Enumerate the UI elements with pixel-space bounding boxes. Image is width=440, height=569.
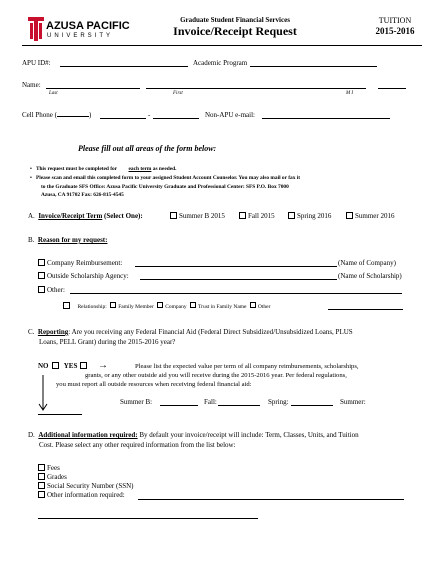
checkbox[interactable] bbox=[346, 212, 353, 219]
section-d-line1: By default your invoice/receipt will include: Term, Classes, Units, and Tuition bbox=[137, 431, 359, 439]
checkbox[interactable] bbox=[110, 302, 116, 308]
term-option-summer[interactable]: Summer 2016 bbox=[346, 212, 394, 220]
section-a bbox=[28, 212, 143, 220]
phone-dash: - bbox=[148, 111, 151, 119]
other-reason-field[interactable] bbox=[70, 293, 402, 294]
checkbox[interactable] bbox=[288, 212, 295, 219]
phone-suffix-field[interactable] bbox=[153, 118, 199, 119]
non-apu-email-label: Non-APU e-mail: bbox=[205, 111, 255, 119]
info-option-ssn[interactable]: Social Security Number (SSN) bbox=[38, 482, 134, 491]
section-c bbox=[28, 328, 353, 347]
name-last-field[interactable] bbox=[46, 88, 140, 89]
section-c-line1: : Are you receiving any Federal Financial Aid (Federal Direct Subsidized/Unsubsidized Loans, PLUS bbox=[68, 328, 353, 336]
section-b-label: Reason for my request: bbox=[37, 236, 108, 244]
other-info-field[interactable] bbox=[138, 499, 404, 500]
section-c-label: Reporting bbox=[37, 328, 69, 336]
checkbox[interactable] bbox=[38, 464, 45, 471]
bullet1-c: as needed. bbox=[152, 166, 177, 172]
no-option[interactable]: NO YES bbox=[38, 362, 89, 370]
section-d bbox=[28, 431, 359, 450]
spring-label: Spring: bbox=[268, 398, 289, 406]
last-caption: Last bbox=[49, 91, 58, 96]
reason-company[interactable]: Company Reimbursement: bbox=[38, 259, 122, 267]
fall-label: Fall: bbox=[204, 398, 217, 406]
academic-program-label: Academic Program bbox=[193, 59, 248, 67]
info-option-other[interactable]: Other information required: bbox=[38, 491, 134, 500]
name-first-field[interactable] bbox=[146, 88, 366, 89]
apu-id-label: APU ID#: bbox=[22, 59, 51, 67]
phone-prefix-field[interactable] bbox=[100, 118, 146, 119]
checkbox[interactable] bbox=[38, 259, 45, 266]
term-option-fall[interactable]: Fall 2015 bbox=[239, 212, 275, 220]
section-c-details bbox=[55, 362, 359, 389]
checkbox[interactable] bbox=[38, 491, 45, 498]
section-c-letter: C. bbox=[28, 328, 35, 336]
section-d-letter: D. bbox=[28, 431, 35, 439]
amounts-row bbox=[120, 398, 152, 406]
section-a-letter: A. bbox=[28, 212, 35, 220]
fall-amount-field[interactable] bbox=[218, 405, 260, 406]
section-b bbox=[28, 236, 107, 244]
mi-caption: M I bbox=[346, 91, 354, 96]
checkbox[interactable] bbox=[250, 302, 256, 308]
section-d-line2: Cost. Please select any other required information from the list below: bbox=[39, 440, 236, 449]
logo-name: AZUSA PACIFIC bbox=[46, 20, 130, 32]
scholarship-name-caption: (Name of Scholarship) bbox=[338, 272, 402, 280]
relationship-other-field[interactable] bbox=[328, 309, 403, 310]
checkbox[interactable] bbox=[38, 286, 45, 293]
checkbox[interactable] bbox=[38, 473, 45, 480]
bullet2-line3: Azusa, CA 91702 Fax: 626-815-4545 bbox=[41, 192, 124, 198]
checkbox[interactable] bbox=[38, 272, 45, 279]
checkbox[interactable] bbox=[157, 302, 163, 308]
relationship-label: Relationship: bbox=[77, 304, 107, 310]
details-line3: you must report all outside resources when receiving federal financial aid: bbox=[56, 381, 252, 388]
info-option-fees[interactable]: Fees bbox=[38, 464, 134, 473]
spring-amount-field[interactable] bbox=[291, 405, 333, 406]
department-name: Graduate Student Financial Services bbox=[180, 16, 290, 24]
apu-id-field[interactable] bbox=[60, 66, 188, 67]
area-code-field[interactable] bbox=[57, 116, 89, 117]
summer-b-label: Summer B: bbox=[120, 398, 153, 406]
logo bbox=[28, 17, 140, 45]
details-line2: grants, or any other outside aid you will receive during the 2015-2016 year. Per federal regulations, bbox=[85, 372, 347, 379]
page-title: Invoice/Receipt Request bbox=[173, 24, 297, 38]
section-d-label: Additional information required: bbox=[38, 431, 138, 439]
other-info-field-2[interactable] bbox=[38, 518, 258, 519]
details-line1: Please list the expected value per term of all company reimbursements, scholarships, bbox=[135, 363, 359, 370]
summer-amount-field[interactable] bbox=[38, 414, 82, 415]
cell-phone-label bbox=[22, 111, 91, 119]
cell-phone-text: Cell Phone ( bbox=[22, 111, 57, 119]
name-mi-field[interactable] bbox=[378, 88, 406, 89]
down-arrow-icon bbox=[38, 375, 48, 411]
academic-program-field[interactable] bbox=[250, 66, 377, 67]
checkbox[interactable] bbox=[38, 482, 45, 489]
tuition-label: TUITION bbox=[378, 16, 412, 25]
scholarship-name-field[interactable] bbox=[140, 279, 337, 280]
checkbox[interactable] bbox=[170, 212, 177, 219]
summer-label: Summer: bbox=[340, 398, 366, 406]
bullet1-b: each term bbox=[128, 166, 152, 172]
section-c-line2: Loans, PELL Grant) during the 2015-2016 year? bbox=[39, 337, 176, 346]
right-arrow-icon: → bbox=[98, 360, 108, 371]
logo-sub: UNIVERSITY bbox=[47, 33, 114, 39]
term-option-spring[interactable]: Spring 2016 bbox=[288, 212, 331, 220]
checkbox[interactable] bbox=[239, 212, 246, 219]
checkbox[interactable] bbox=[190, 302, 196, 308]
info-option-grades[interactable]: Grades bbox=[38, 473, 134, 482]
section-a-label: Invoice/Receipt Term bbox=[38, 212, 103, 220]
reason-other[interactable]: Other: bbox=[38, 286, 65, 294]
first-caption: First bbox=[173, 91, 183, 96]
bullet2-line1: Please scan and email this completed form to your assigned Student Account Counselor. You may also mail or fax it bbox=[35, 175, 301, 181]
relationship-row: Relationship: Family Member Company Trust in Family Name Other bbox=[63, 302, 270, 310]
name-label: Name: bbox=[22, 81, 41, 89]
section-b-letter: B. bbox=[28, 236, 35, 244]
instruction-bullet-1: • This request must be completed for each term as needed. bbox=[30, 166, 177, 172]
cell-phone-close: ) bbox=[89, 111, 92, 119]
term-option-summer-b[interactable]: Summer B 2015 bbox=[170, 212, 225, 220]
reason-scholarship[interactable]: Outside Scholarship Agency: bbox=[38, 272, 129, 280]
checkbox[interactable] bbox=[63, 302, 70, 309]
bullet1-a: This request must be completed for bbox=[35, 166, 118, 172]
instruction-bullet-2: • Please scan and email this completed form to your assigned Student Account Counselor. You may also mail or fax it to the Graduate SFS Office: Azusa Pacific University Graduate and Professional Center: SFS P.O. Box 7000 Azusa, CA 91702 Fax: 626-815-4545 bbox=[30, 175, 301, 198]
section-a-select: (Select One): bbox=[104, 212, 143, 220]
summer-b-amount-field[interactable] bbox=[160, 405, 198, 406]
company-name-field[interactable] bbox=[135, 266, 337, 267]
header-rule bbox=[22, 45, 422, 46]
info-options bbox=[38, 464, 134, 500]
bullet2-line2: to the Graduate SFS Office: Azusa Pacific University Graduate and Professional Center: SFS P.O. Box 7000 bbox=[41, 183, 289, 190]
instructions-heading: Please fill out all areas of the form below: bbox=[78, 144, 217, 153]
non-apu-email-field[interactable] bbox=[262, 118, 390, 119]
tuition-years: 2015-2016 bbox=[375, 26, 415, 36]
company-name-caption: (Name of Company) bbox=[338, 259, 396, 267]
apu-logo-icon bbox=[28, 17, 44, 41]
